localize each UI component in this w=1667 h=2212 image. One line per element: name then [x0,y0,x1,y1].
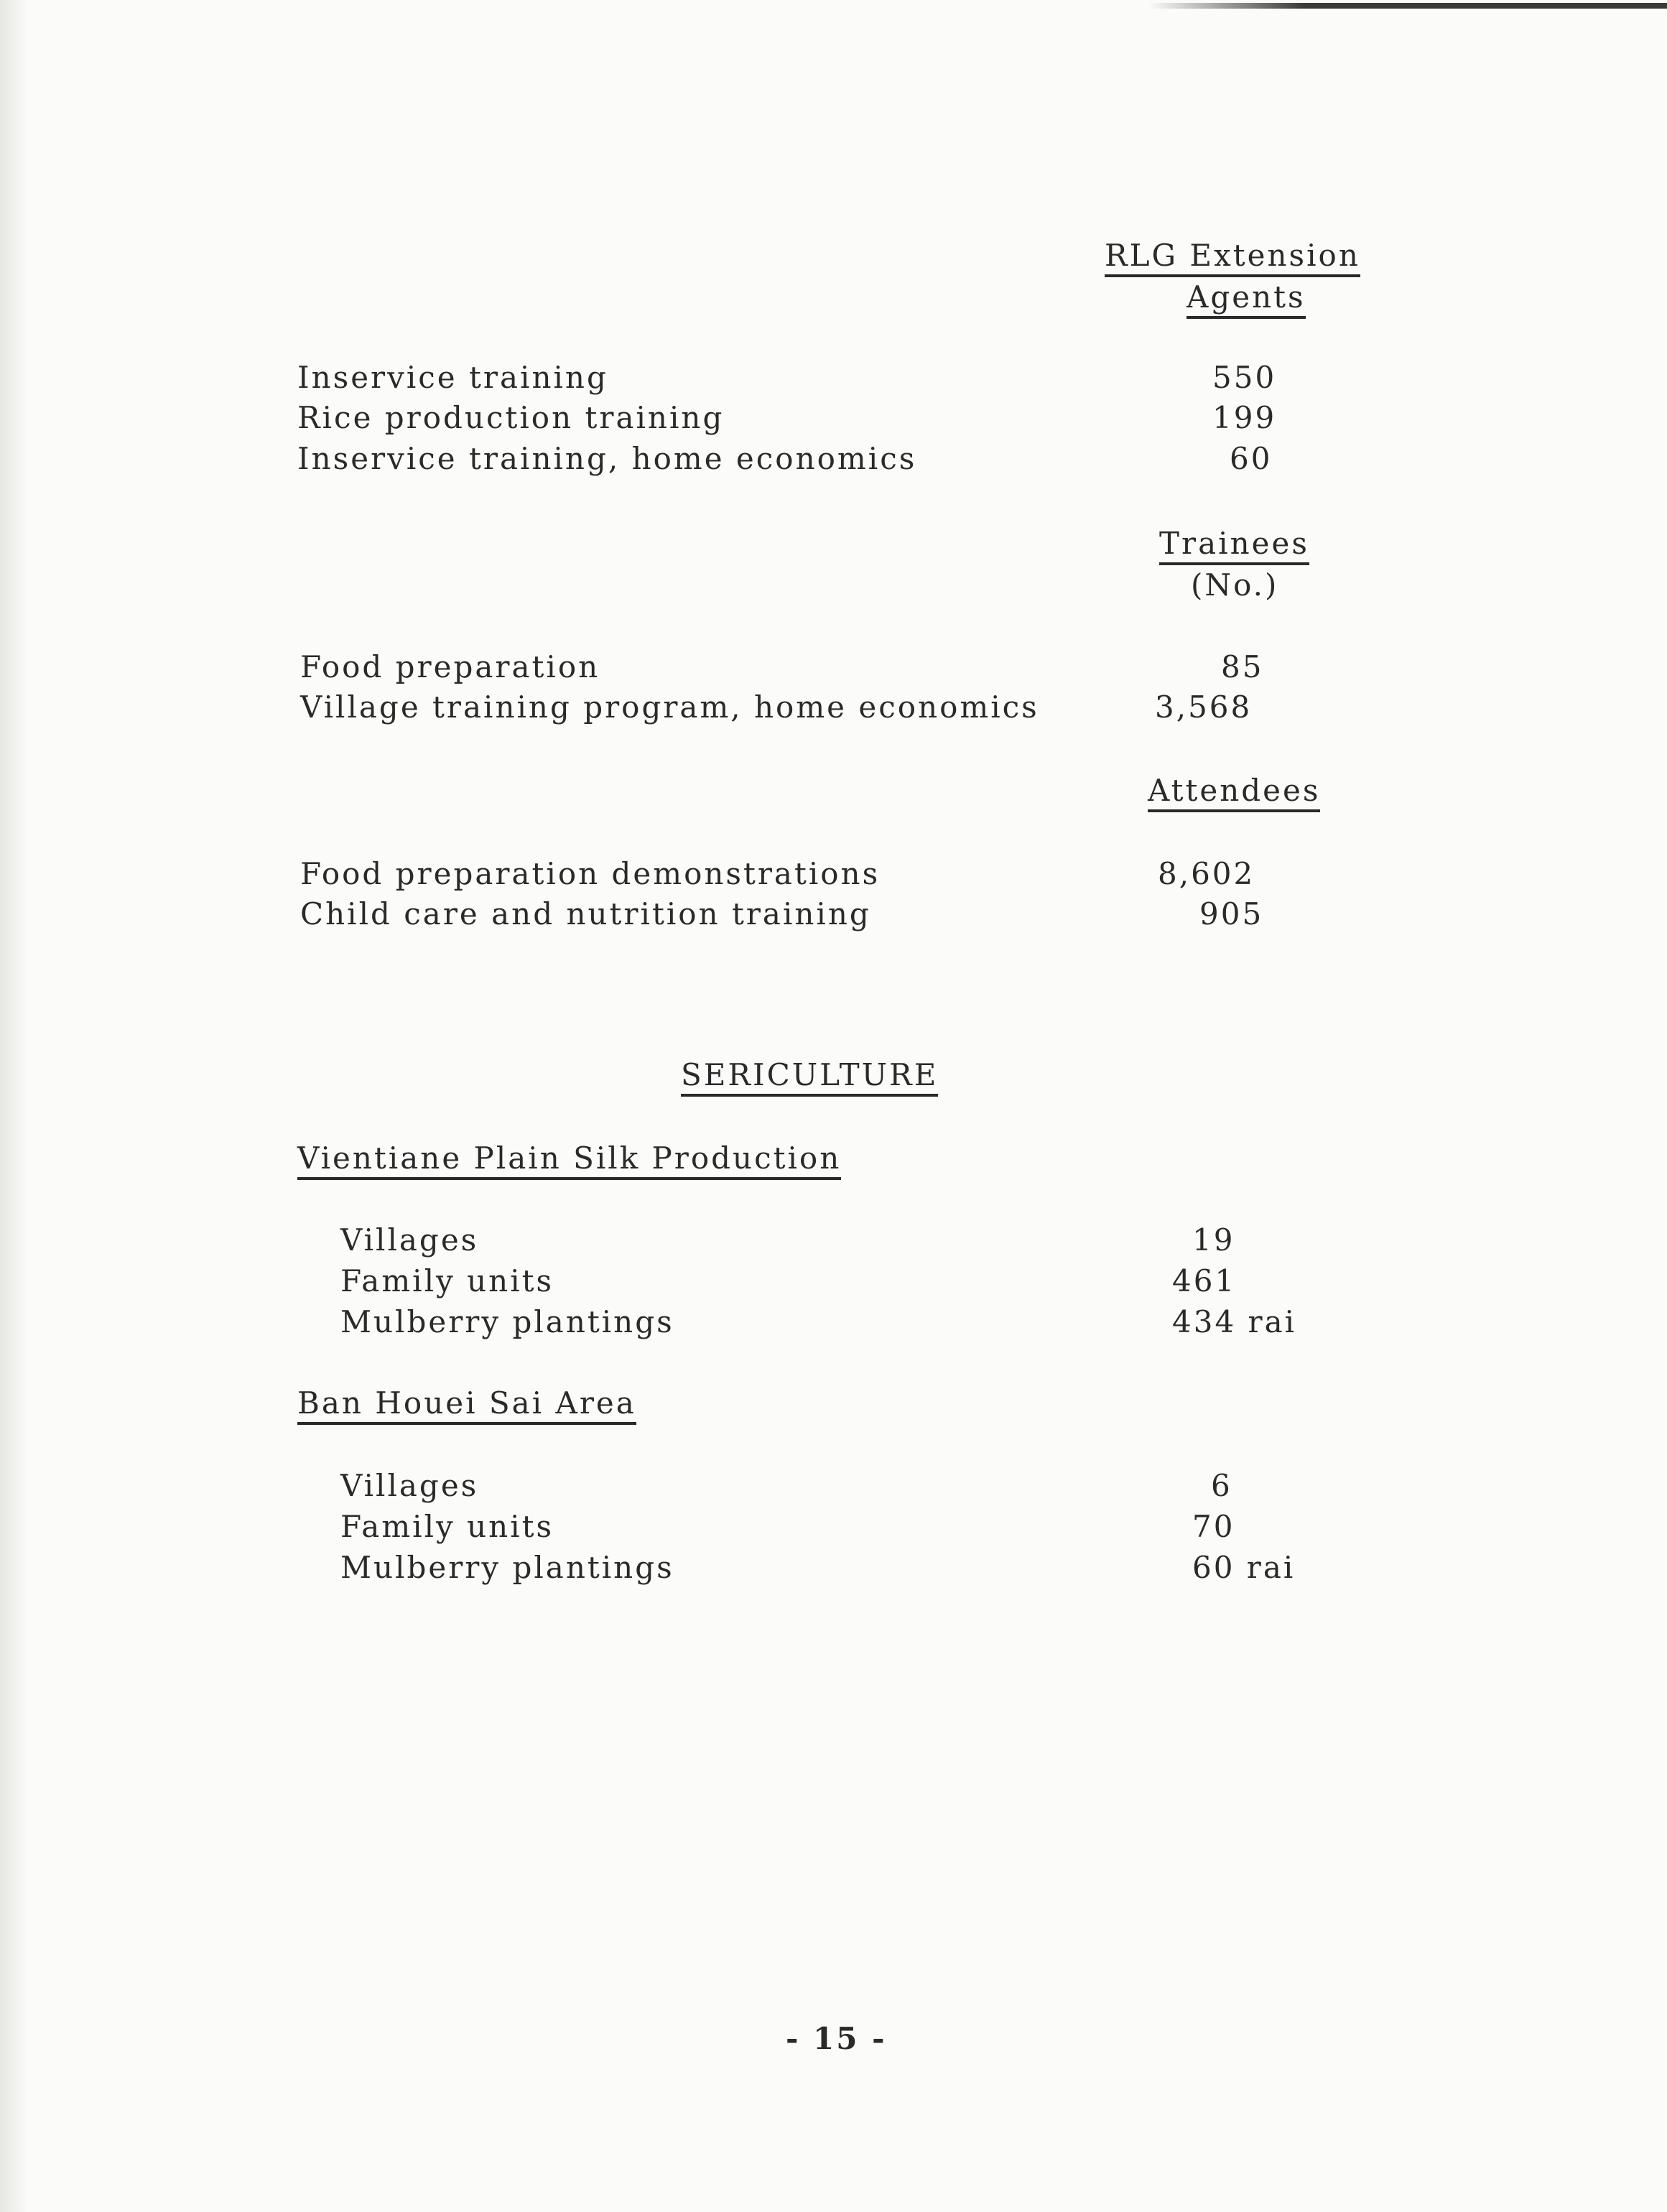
row-label: Villages [340,1222,479,1258]
row-label: Family units [340,1509,554,1544]
row-label: Food preparation [300,649,600,684]
row-label: Mulberry plantings [340,1550,674,1585]
header-agents: Agents [1187,282,1306,319]
row-value: 19 [1192,1222,1235,1258]
header-number: (No.) [1191,567,1279,603]
page-number: - 15 - [786,2021,887,2056]
row-value: 550 [1212,360,1277,395]
row-label: Village training program, home economics [300,689,1039,725]
section-heading-sericulture: SERICULTURE [681,1060,938,1097]
row-value: 434 rai [1172,1304,1297,1339]
row-value: 199 [1212,400,1277,435]
row-label: Mulberry plantings [340,1304,674,1339]
top-rule [1149,3,1667,9]
page-edge-shadow [0,0,29,2212]
header-rlg-extension: RLG Extension [1105,241,1360,277]
row-value: 8,602 [1158,856,1255,891]
row-value: 461 [1172,1263,1237,1298]
row-value: 85 [1221,649,1264,684]
subsection-title-ban-houei-sai: Ban Houei Sai Area [297,1388,636,1425]
row-label: Inservice training [297,360,608,395]
row-label: Villages [340,1468,479,1503]
row-label: Rice production training [297,400,725,435]
row-value: 905 [1199,896,1264,931]
row-value: 60 rai [1192,1550,1296,1585]
row-value: 70 [1192,1509,1235,1544]
row-value: 3,568 [1155,689,1253,725]
row-label: Family units [340,1263,554,1298]
header-attendees: Attendees [1148,776,1320,812]
row-value: 6 [1211,1468,1232,1503]
row-label: Child care and nutrition training [300,896,871,931]
row-label: Food preparation demonstrations [300,856,881,891]
header-trainees: Trainees [1159,529,1309,565]
subsection-title-vientiane: Vientiane Plain Silk Production [297,1143,841,1180]
row-value: 60 [1230,441,1273,476]
row-label: Inservice training, home economics [297,441,917,476]
